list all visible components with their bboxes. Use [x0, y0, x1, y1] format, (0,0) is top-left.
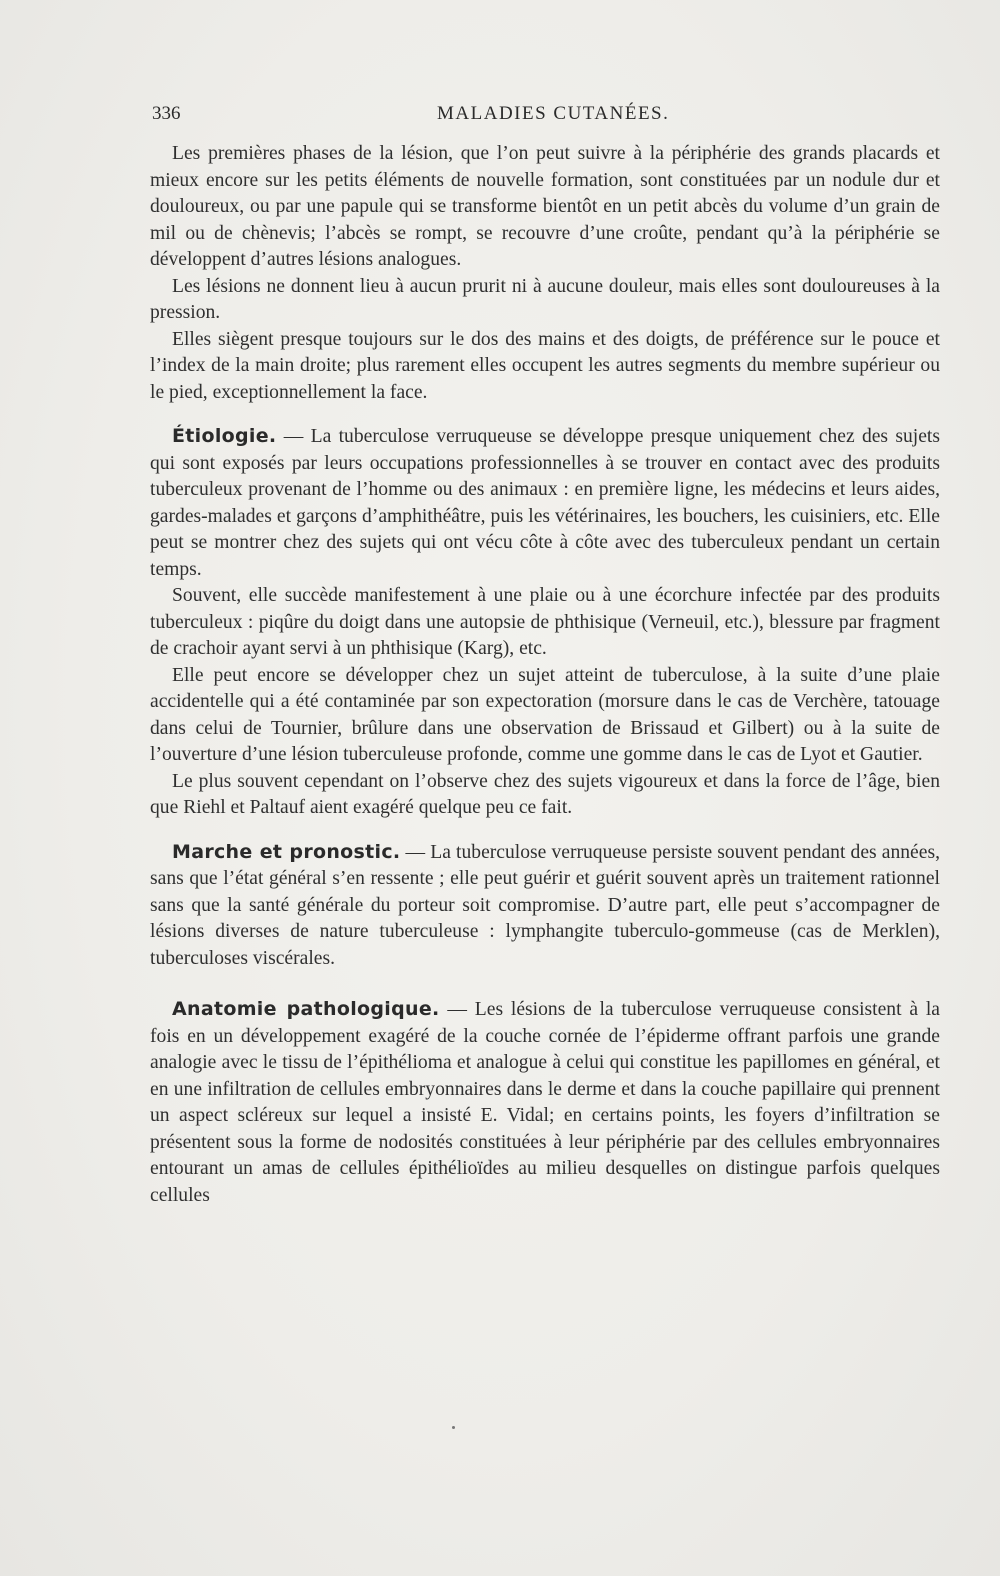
paragraph-text: Souvent, elle succède manifestement à une plaie ou à une écorchure infectée par des produits tuberculeux : piqûre du doigt dans une autopsie de phthisique (Verneuil, etc.), blessure par fragment de crachoir ayant servi à un phthisique (Karg), etc.	[150, 585, 940, 659]
paper-speck	[452, 1426, 455, 1429]
paragraph-vigorous-subjects	[150, 769, 940, 822]
paragraph-no-pain	[150, 274, 940, 327]
paragraph-text: Les premières phases de la lésion, que l’on peut suivre à la périphérie des grands placards et mieux encore sur les petits éléments de nouvelle formation, sont constituées par un nodule dur et douloureux, ou par une papule qui se transforme bientôt en un petit abcès du volume d’un grain de mil ou de chènevis; l’abcès se rompt, se recouvre d’une croûte, pendant qu’à la périphérie se développent d’autres lésions analogues.	[150, 143, 940, 270]
section-heading: Étiologie.	[172, 425, 277, 447]
paragraph-text: Le plus souvent cependant on l’observe chez des sujets vigoureux et dans la force de l’âge, bien que Riehl et Paltauf aient exagéré quelque peu ce fait.	[150, 770, 940, 818]
paragraph-text: — Les lésions de la tuberculose verruqueuse consistent à la fois en un développement exagéré de la couche cornée de l’épiderme offrant parfois une grande analogie avec le tissu de l’épithélioma et analogue à celui qui constitue les papillomes en général, et en une infiltration de cellules embryonnaires dans le derme et dans la couche papillaire qui prennent un aspect scléreux sur lequel a insisté E. Vidal; en certains points, les foyers d’infiltration se présentent sous la forme de nodosités constituées à leur périphérie par des cellules embryonnaires entourant un amas de cellules épithélioïdes au milieu desquelles on distingue parfois quelques cellules	[150, 999, 941, 1206]
paragraph-text: — La tuberculose verruqueuse persiste souvent pendant des années, sans que l’état général s’en ressente ; elle peut guérir et guérit souvent après un traitement rationnel sans que la santé générale du porteur soit compromise. D’autre part, elle peut s’accompagner de lésions diverses de nature tuberculeuse : lymphangite tuberculo-gommeuse (cas de Merklen), tuberculoses viscérales.	[150, 841, 940, 969]
paragraph-text: Elles siègent presque toujours sur le dos des mains et des doigts, de préférence sur le pouce et l’index de la main droite; plus rarement elles occupent les autres segments du membre supérieur ou le pied, exceptionnellement la face.	[150, 328, 940, 403]
paragraph-text: Elle peut encore se développer chez un sujet atteint de tuberculose, à la suite d’une plaie accidentelle qui a été contaminée par son expectoration (morsure dans le cas de Verchère, tatouage dans celui de Tournier, brûlure dans une observation de Brissaud et Gilbert) ou à la suite de l’ouverture d’une lésion tuberculeuse profonde, comme une gomme dans le cas de Lyot et Gautier.	[150, 664, 940, 765]
section-heading: Anatomie pathologique.	[172, 998, 440, 1020]
running-title: MALADIES CUTANÉES.	[437, 103, 670, 124]
section-marche-pronostic	[150, 839, 940, 973]
body-text	[150, 141, 940, 1209]
paragraph-self-infection	[150, 663, 940, 769]
section-anatomie-pathologique	[150, 996, 940, 1209]
paragraph-text: — La tuberculose verruqueuse se développe presque uniquement chez des sujets qui sont exposés par leurs occupations professionnelles à se trouver en contact avec des produits tuberculeux provenant de l’homme ou des animaux : en première ligne, les médecins et leurs aides, gardes-malades et garçons d’amphithéâtre, puis les vétérinaires, les bouchers, les cuisiniers, etc. Elle peut se montrer chez des sujets qui ont vécu côte à côte avec des tuberculeux pendant un certain temps.	[150, 426, 940, 580]
paragraph-text: Les lésions ne donnent lieu à aucun prurit ni à aucune douleur, mais elles sont douloureuses à la pression.	[150, 275, 940, 323]
paragraph-early-phases	[150, 141, 940, 274]
page-number: 336	[152, 103, 181, 124]
section-etiologie	[150, 423, 940, 583]
running-head	[152, 103, 942, 133]
paragraph-wound	[150, 583, 940, 663]
paragraph-location	[150, 327, 940, 407]
section-heading: Marche et pronostic.	[172, 840, 401, 863]
